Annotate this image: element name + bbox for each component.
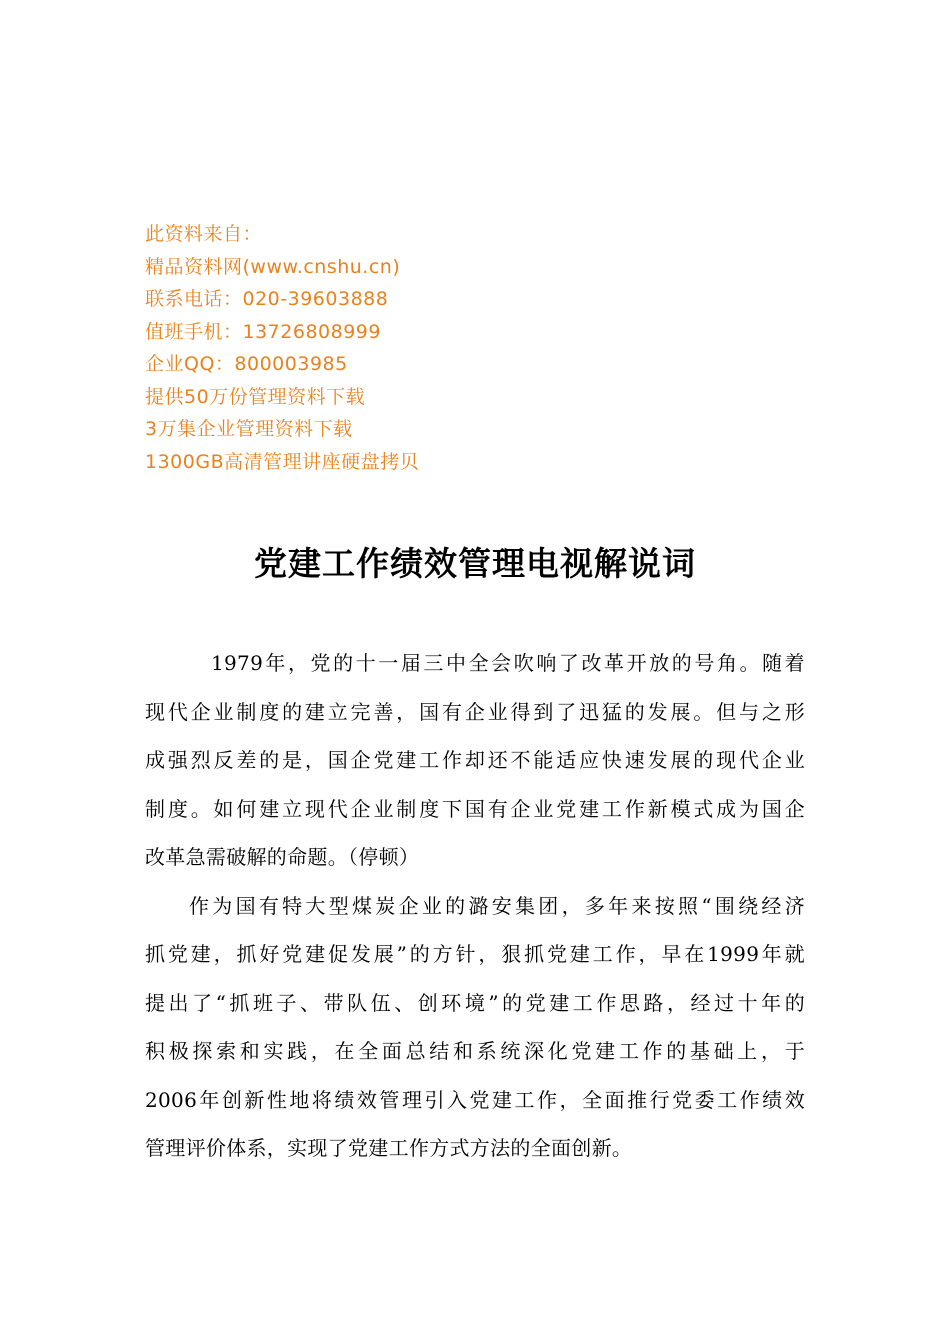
source-website-line: 精品资料网(www.cnshu.cn) <box>145 255 401 278</box>
source-intro-line: 此资料来自： <box>145 223 263 245</box>
source-phone-line: 联系电话：020-39603888 <box>145 288 389 310</box>
paragraph-line: 1979年，党的十一届三中全会吹响了改革开放的号角。随着 <box>211 651 805 675</box>
source-offer-line-2: 3万集企业管理资料下载 <box>145 418 353 440</box>
paragraph-line: 管理评价体系，实现了党建工作方式方法的全面创新。 <box>145 1136 633 1160</box>
source-qq-line: 企业QQ：800003985 <box>145 353 348 375</box>
paragraph-1 <box>145 639 805 882</box>
paragraph-line: 积极探索和实践，在全面总结和系统深化党建工作的基础上，于 <box>145 1039 805 1063</box>
source-info-block <box>145 218 745 478</box>
paragraph-line: 成强烈反差的是，国企党建工作却还不能适应快速发展的现代企业 <box>145 748 805 772</box>
paragraph-line: 制度。如何建立现代企业制度下国有企业党建工作新模式成为国企 <box>145 796 805 821</box>
source-offer-line-1: 提供50万份管理资料下载 <box>145 385 366 408</box>
paragraph-line: 提出了“抓班子、带队伍、创环境”的党建工作思路，经过十年的 <box>145 990 805 1015</box>
paragraph-line: 抓党建，抓好党建促发展”的方针，狠抓党建工作，早在1999年就 <box>145 942 805 966</box>
paragraph-2 <box>145 882 805 1173</box>
paragraph-line: 2006年创新性地将绩效管理引入党建工作，全面推行党委工作绩效 <box>145 1087 805 1112</box>
source-mobile-line: 值班手机：13726808999 <box>145 320 381 343</box>
paragraph-line: 作为国有特大型煤炭企业的潞安集团，多年来按照“围绕经济 <box>189 893 805 918</box>
document-title: 党建工作绩效管理电视解说词 <box>254 544 696 583</box>
source-offer-line-3: 1300GB高清管理讲座硬盘拷贝 <box>145 450 420 473</box>
paragraph-line: 现代企业制度的建立完善，国有企业得到了迅猛的发展。但与之形 <box>145 699 805 724</box>
document-body <box>145 639 805 1173</box>
paragraph-line: 改革急需破解的命题。（停顿） <box>145 845 420 869</box>
